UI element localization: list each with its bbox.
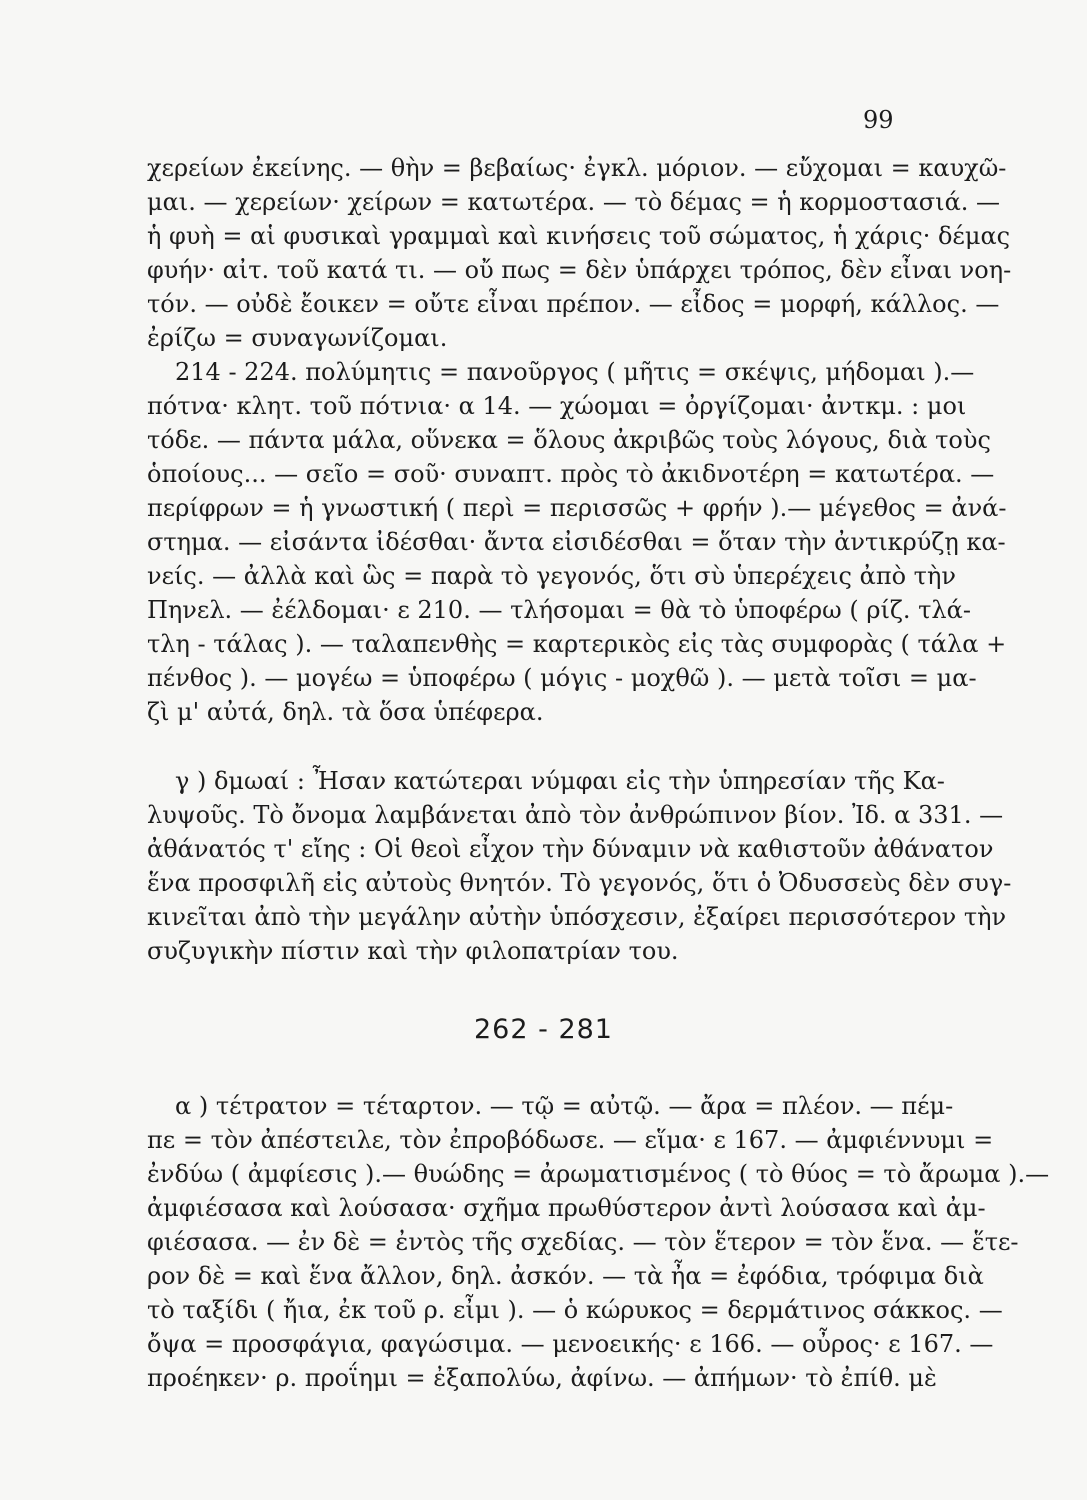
commentary-block-1 [147, 151, 1012, 729]
text-line: α ) τέτρατον = τέταρτον. — τῷ = αὐτῷ. — ἄρα = πλέον. — πέμ- [175, 1092, 954, 1120]
text-line: ἐρίζω = συναγωνίζομαι. [147, 324, 448, 352]
text-line: μαι. — χερείων· χείρων = κατωτέρα. — τὸ δέμας = ἡ κορμοστασιά. — [147, 188, 1001, 216]
text-line: πένθος ). — μογέω = ὑποφέρω ( μόγις - μοχθῶ ). — μετὰ τοῖσι = μα- [147, 664, 977, 692]
text-line: λυψοῦς. Τὸ ὄνομα λαμβάνεται ἀπὸ τὸν ἀνθρώπινον βίον. Ἰδ. α 331. — [147, 801, 1004, 829]
text-line: νείς. — ἀλλὰ καὶ ὣς = παρὰ τὸ γεγονός, ὅτι σὺ ὑπερέχεις ἀπὸ τὴν [147, 562, 956, 590]
text-line: 214 - 224. πολύμητις = πανοῦργος ( μῆτις = σκέψις, μήδομαι ).— [175, 358, 975, 386]
text-line: ὄψα = προσφάγια, φαγώσιμα. — μενοεικής· ε 166. — οὖρος· ε 167. — [147, 1330, 994, 1358]
text-line: κινεῖται ἀπὸ τὴν μεγάλην αὐτὴν ὑπόσχεσιν, ἐξαίρει περισσότερον τὴν [147, 903, 1007, 931]
text-line: ἀμφιέσασα καὶ λούσασα· σχῆμα πρωθύστερον ἀντὶ λούσασα καὶ ἀμ- [147, 1194, 986, 1222]
text-line: γ ) δμωαί : Ἦσαν κατώτεραι νύμφαι εἰς τὴν ὑπηρεσίαν τῆς Κα- [175, 767, 945, 795]
page-number: 99 [863, 106, 894, 134]
text-line: ἕνα προσφιλῆ εἰς αὐτοὺς θνητόν. Τὸ γεγονός, ὅτι ὁ Ὀδυσσεὺς δὲν συγ- [147, 869, 1012, 897]
text-line: στημα. — εἰσάντα ἰδέσθαι· ἄντα εἰσιδέσθαι = ὅταν τὴν ἀντικρύζῃ κα- [147, 528, 1006, 556]
text-line: Πηνελ. — ἐέλδομαι· ε 210. — τλήσομαι = θὰ τὸ ὑποφέρω ( ρίζ. τλά- [147, 596, 971, 624]
commentary-block-2 [147, 764, 1012, 968]
text-line: τὸ ταξίδι ( ἤια, ἐκ τοῦ ρ. εἶμι ). — ὁ κώρυκος = δερμάτινος σάκκος. — [147, 1296, 1003, 1324]
text-line: συζυγικὴν πίστιν καὶ τὴν φιλοπατρίαν του. [147, 937, 679, 965]
text-line: πε = τὸν ἀπέστειλε, τὸν ἐπροβόδωσε. — εἵμα· ε 167. — ἀμφιέννυμι = [147, 1126, 994, 1154]
text-line: ἐνδύω ( ἀμφίεσις ).— θυώδης = ἀρωματισμένος ( τὸ θύος = τὸ ἄρωμα ).— [147, 1160, 1050, 1188]
text-line: προέηκεν· ρ. προΐημι = ἐξαπολύω, ἀφίνω. — ἀπήμων· τὸ ἐπίθ. μὲ [147, 1364, 937, 1392]
text-line: περίφρων = ἡ γνωστική ( περὶ = περισσῶς + φρήν ).— μέγεθος = ἀνά- [147, 494, 1007, 522]
text-line: ζὶ μ' αὐτά, δηλ. τὰ ὅσα ὑπέφερα. [147, 698, 544, 726]
text-line: τόν. — οὐδὲ ἔοικεν = οὔτε εἶναι πρέπον. — εἶδος = μορφή, κάλλος. — [147, 290, 1000, 318]
text-line: φιέσασα. — ἐν δὲ = ἐντὸς τῆς σχεδίας. — τὸν ἕτερον = τὸν ἕνα. — ἕτε- [147, 1228, 1019, 1256]
text-line: ἀθάνατός τ' εἴης : Οἱ θεοὶ εἶχον τὴν δύναμιν νὰ καθιστοῦν ἀθάνατον [147, 835, 994, 863]
commentary-block-3 [147, 1089, 1050, 1395]
text-line: χερείων ἐκείνης. — θὴν = βεβαίως· ἐγκλ. μόριον. — εὔχομαι = καυχῶ- [147, 154, 1007, 182]
text-line: ἡ φυὴ = αἱ φυσικαὶ γραμμαὶ καὶ κινήσεις τοῦ σώματος, ἡ χάρις· δέμας [147, 222, 1011, 250]
text-line: φυήν· αἰτ. τοῦ κατά τι. — οὔ πως = δὲν ὑπάρχει τρόπος, δὲν εἶναι νοη- [147, 256, 1012, 284]
text-line: τλη - τάλας ). — ταλαπενθὴς = καρτερικὸς εἰς τὰς συμφορὰς ( τάλα + [147, 630, 1007, 658]
text-line: ρον δὲ = καὶ ἕνα ἄλλον, δηλ. ἀσκόν. — τὰ ἦα = ἐφόδια, τρόφιμα διὰ [147, 1262, 984, 1290]
section-heading: 262 - 281 [474, 1014, 613, 1045]
text-line: τόδε. — πάντα μάλα, οὕνεκα = ὅλους ἀκριβῶς τοὺς λόγους, διὰ τοὺς [147, 426, 991, 454]
text-line: πότνα· κλητ. τοῦ πότνια· α 14. — χώομαι = ὀργίζομαι· ἀντκμ. : μοι [147, 392, 967, 420]
text-line: ὁποίους... — σεῖο = σοῦ· συναπτ. πρὸς τὸ ἀκιδνοτέρη = κατωτέρα. — [147, 460, 995, 488]
